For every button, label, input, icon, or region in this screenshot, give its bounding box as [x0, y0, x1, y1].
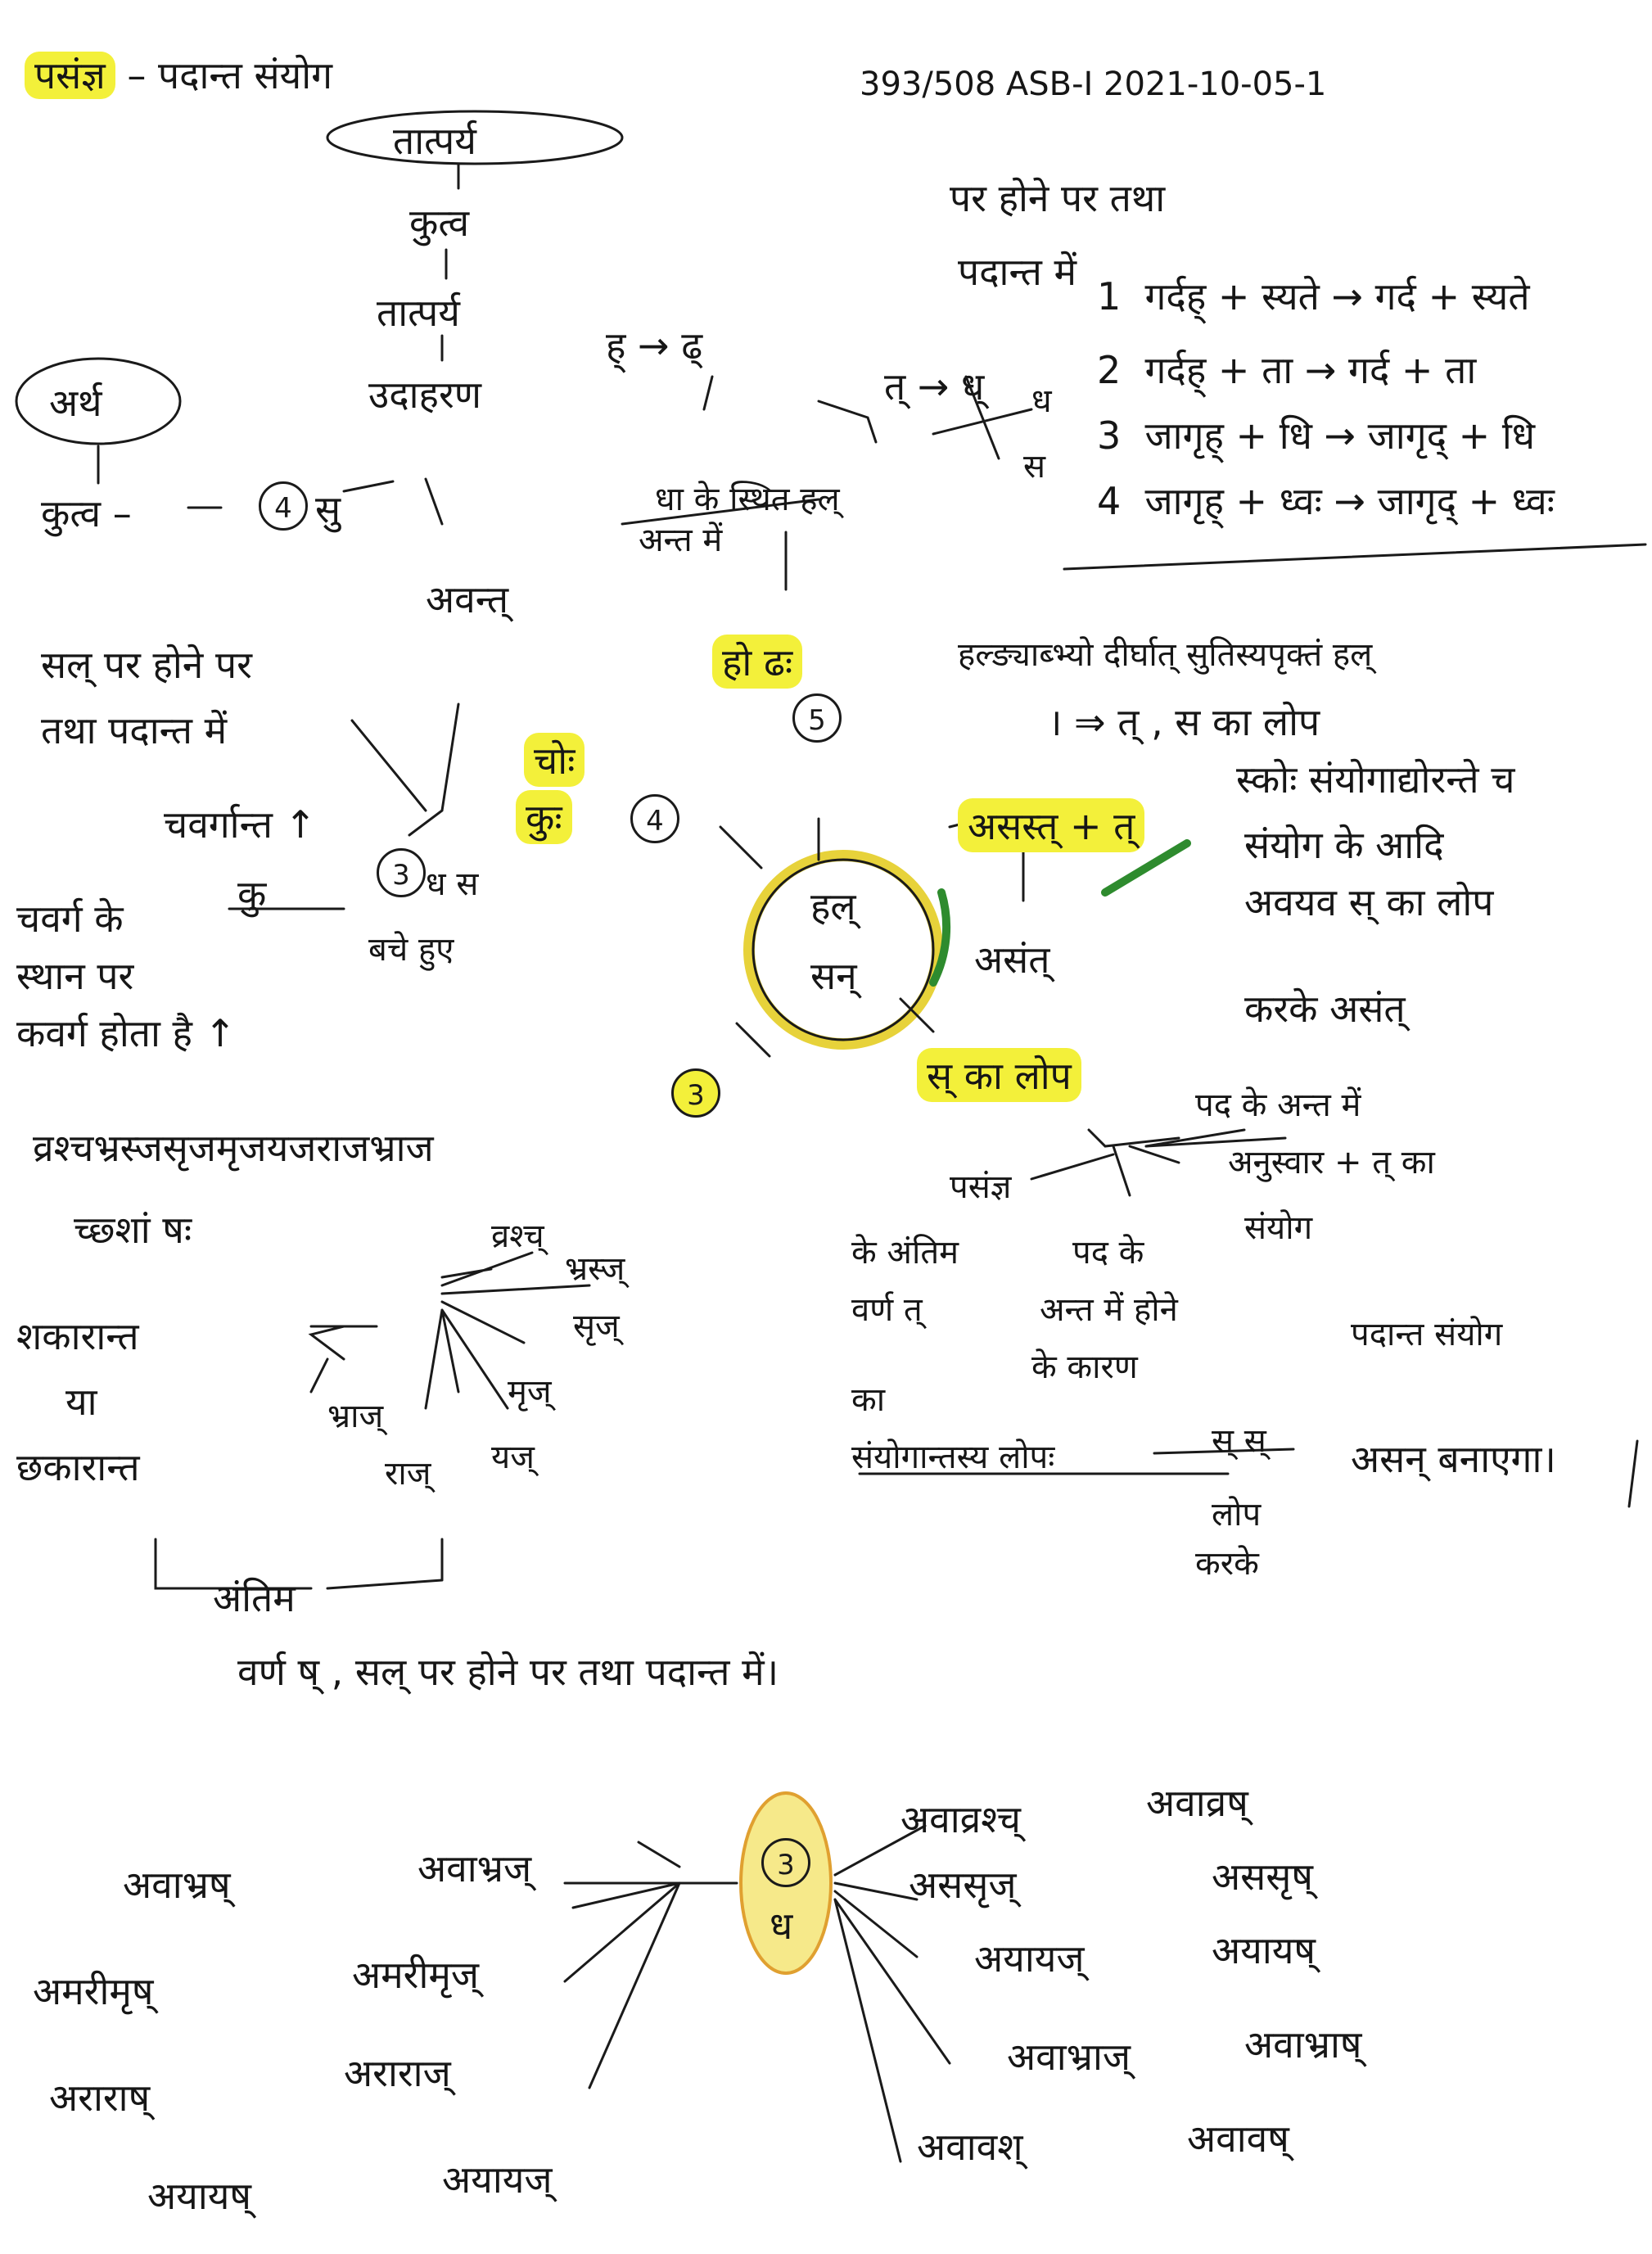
example-1: 1 गर्दह् + स्यते → गर्द + स्यते	[1097, 274, 1530, 318]
ho-dhah-label: हो ढः	[712, 635, 802, 689]
ant-me: अन्त में	[639, 522, 723, 559]
varn-sh-line: वर्ण ष् , सल् पर होने पर तथा पदान्त में।	[237, 1650, 779, 1694]
varn-t: वर्ण त्	[851, 1291, 923, 1329]
list-mrij: मृज्	[508, 1373, 552, 1411]
ke-karan: के कारण	[1031, 1348, 1138, 1386]
center-hal: हल्	[810, 884, 856, 928]
br-b-1: अवाव्रष्	[1146, 1781, 1248, 1825]
circle-3-bottom: 3	[761, 1838, 810, 1887]
bl-a-4: अयायष्	[147, 2174, 252, 2218]
example-3: 3 जागृह् + धि → जागृद् + धि	[1097, 413, 1536, 458]
karke-label: करके	[1195, 1545, 1259, 1583]
list-bhrasj: भ्रस्ज्	[565, 1250, 625, 1288]
br-a-5: अवावश्	[917, 2125, 1023, 2169]
list-raj: राज्	[385, 1455, 431, 1493]
br-b-5: अवावष्	[1187, 2116, 1289, 2161]
example-4: 4 जागृह् + ध्वः → जागृद् + ध्वः	[1097, 479, 1555, 523]
sa-side: स	[1023, 448, 1046, 486]
kutva-label: कुत्व –	[41, 491, 132, 535]
pad-ke: पद के	[1072, 1234, 1144, 1272]
sanyog-label: संयोग	[1244, 1209, 1313, 1247]
h-to-dh-arrow: ह् → ढ्	[606, 323, 703, 368]
kavarg-hota-hai: कवर्ग होता है ↑	[16, 1011, 237, 1055]
br-a-1: अवाव्रश्च्	[900, 1797, 1021, 1841]
reference-code: 393/508 ASB-I 2021-10-05-1	[860, 65, 1327, 103]
sanyogantasya-lop: संयोगान्तस्य लोपः	[851, 1439, 1055, 1476]
bl-a-3: अराराष्	[49, 2076, 151, 2120]
dha-sa: ध स	[426, 865, 479, 903]
br-b-2: अससृष्	[1212, 1854, 1313, 1899]
dha-side: ध	[1031, 382, 1052, 420]
ke-antim: के अंतिम	[851, 1234, 959, 1272]
bottom-dha: ध	[770, 1904, 793, 1948]
lop-label: लोप	[1212, 1496, 1262, 1534]
list-bhraj: भ्राज्	[327, 1398, 384, 1435]
tree-node-udaharan: उदाहरण	[368, 373, 482, 417]
vrasch-sub: च्छ्शां षः	[74, 1208, 192, 1252]
tree-node-kutva: कुत्व	[409, 201, 470, 245]
br-b-4: अवाभ्राष्	[1244, 2022, 1362, 2067]
circle-3-center: 3	[671, 1068, 720, 1118]
cho-label: चोः	[524, 733, 585, 787]
artha-label: अर्थ	[49, 381, 102, 425]
dha-sthit-hal: धा के स्थित हल्	[655, 481, 840, 518]
chavarg-ke: चवर्ग के	[16, 897, 124, 941]
title-highlight: पसंज्ञ	[25, 52, 115, 99]
br-a-4: अवाभ्राज्	[1007, 2035, 1131, 2079]
tree-root: तात्पर्य	[393, 119, 476, 163]
circle-4-top: 4	[259, 481, 308, 531]
sanyog-ke-adi: संयोग के आदि	[1244, 823, 1444, 867]
ku-label: कुः	[516, 790, 572, 844]
su-sutra: सु	[315, 487, 341, 531]
skoh-sutra: स्कोः संयोगाद्योरन्ते च	[1236, 757, 1515, 802]
antim-label: अंतिम	[213, 1576, 296, 1620]
example-2: 2 गर्दह् + ता → गर्द + ता	[1097, 348, 1477, 392]
tree-node-avant: अवन्त्	[426, 577, 509, 621]
center-san: सन्	[810, 954, 857, 998]
ka-label: का	[851, 1381, 886, 1419]
avayav-s-lop: अवयव स् का लोप	[1244, 880, 1494, 924]
para-line2: पदान्त में	[958, 250, 1077, 294]
sal-line2: तथा पदान्त में	[41, 708, 228, 752]
ku-sub: कु	[237, 872, 267, 916]
pasanj-label: पसंज्ञ	[950, 1168, 1012, 1206]
padant-sanyog: पदान्त संयोग	[1351, 1316, 1503, 1353]
vrasch-sutra: व्रश्चभ्रस्जसृजमृजयजराजभ्राज	[33, 1126, 434, 1170]
bl-a-1: अवाभ्रष्	[123, 1863, 231, 1907]
t-to-dh-arrow: त् → ध्	[884, 364, 985, 409]
circle-3-left: 3	[377, 848, 426, 897]
tree-node-tatparya: तात्पर्य	[377, 291, 460, 335]
sthan-par: स्थान पर	[16, 954, 134, 998]
karke-asant: करके असंत्	[1244, 987, 1406, 1031]
list-yaj: यज्	[491, 1439, 535, 1476]
bache-hue: बचे हुए	[368, 931, 454, 969]
anusvar-t: अनुस्वार + त् का	[1228, 1144, 1435, 1181]
halnyab-sub: । ⇒ त् , स का लोप	[1048, 700, 1320, 744]
bl-b-1: अवाभ्रज्	[418, 1846, 532, 1890]
bl-b-2: अमरीमृज्	[352, 1953, 480, 1997]
title-rest: – पदान्त संयोग	[127, 53, 333, 97]
list-srij: सृज्	[573, 1308, 620, 1345]
asant-1: असंत्	[974, 937, 1050, 982]
chhakaranta: छकारान्त	[16, 1445, 140, 1489]
ya-label: या	[65, 1380, 97, 1424]
s-ka-lop: स् का लोप	[917, 1048, 1081, 1102]
page-title	[25, 49, 332, 100]
br-a-3: अयायज्	[974, 1936, 1085, 1981]
sal-line1: सल् पर होने पर	[41, 643, 252, 687]
list-vrasch: व्रश्च्	[491, 1217, 544, 1255]
para-line1: पर होने पर तथा	[950, 176, 1166, 220]
halnyab-sutra: हल्ङ्याब्भ्यो दीर्घात् सुतिस्यपृक्तं हल्	[958, 636, 1373, 674]
pad-ke-ant-me: पद के अन्त में	[1195, 1086, 1361, 1124]
circle-5: 5	[792, 693, 842, 743]
bl-b-3: अराराज्	[344, 2051, 451, 2095]
circle-4-mid: 4	[630, 794, 679, 843]
bl-a-2: अमरीमृष्	[33, 1969, 154, 2013]
br-b-3: अयायष्	[1212, 1928, 1316, 1972]
br-a-2: अससृज्	[909, 1863, 1017, 1907]
asast-plus-t: असस्त् + त्	[958, 798, 1144, 852]
s-s: स् स्	[1212, 1422, 1266, 1460]
bl-b-4: अयायज्	[442, 2157, 553, 2202]
chavarganta-label: चवर्गान्त ↑	[164, 802, 317, 847]
asan-banayega: असन् बनाएगा।	[1351, 1437, 1556, 1481]
ant-me-hone: अन्त में होने	[1040, 1291, 1178, 1329]
shakaranta: शकारान्त	[16, 1314, 139, 1358]
